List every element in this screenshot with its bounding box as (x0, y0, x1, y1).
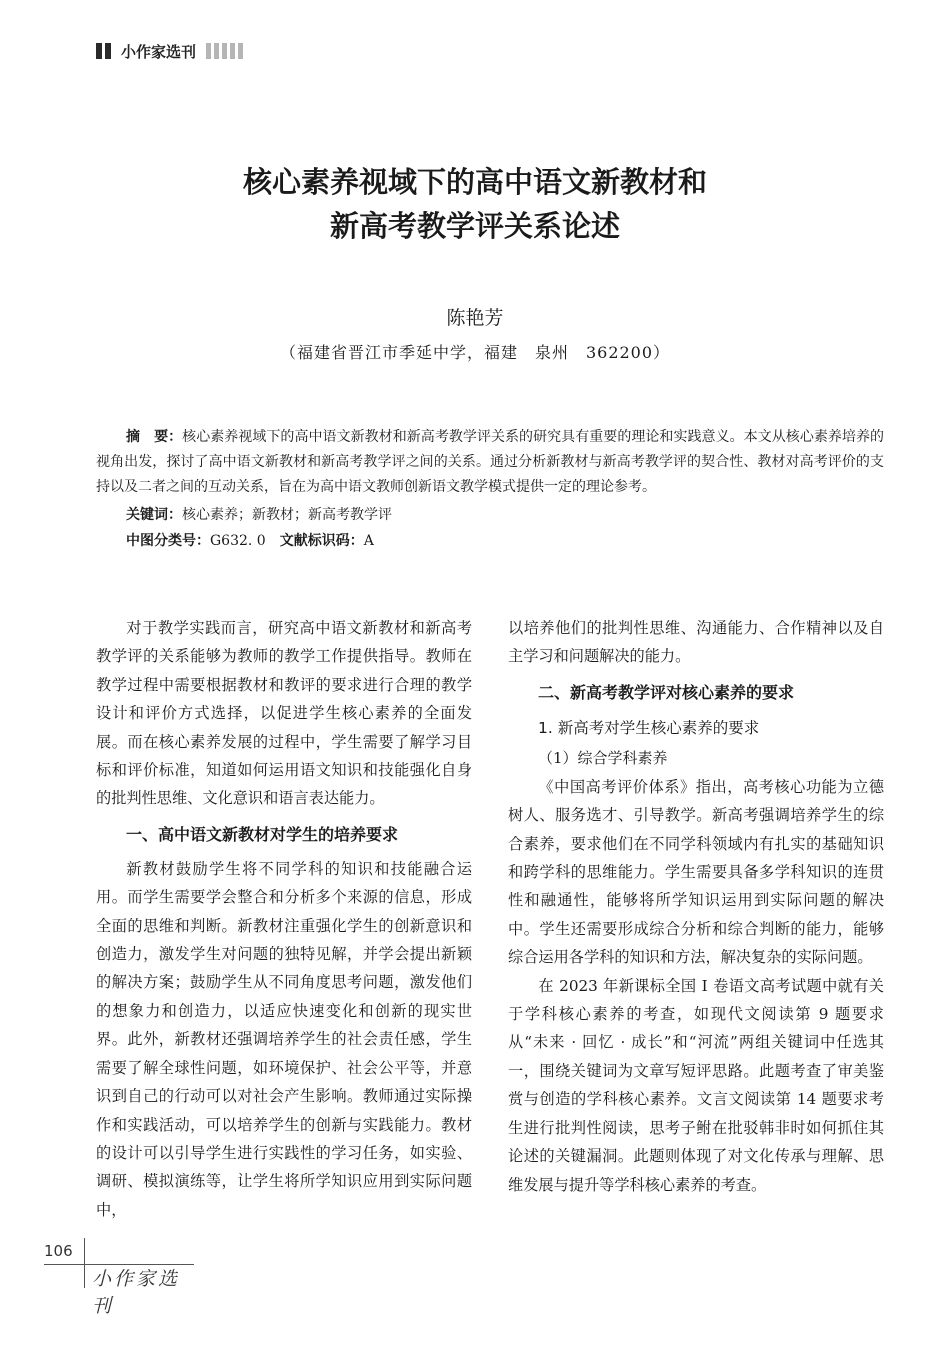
left-paragraph-2: 新教材鼓励学生将不同学科的知识和技能融合运用。而学生需要学会整合和分析多个来源的信息，形成全面的思维和判断。新教材注重强化学生的创新意识和创造力，激发学生对问题的独特见解，并学会提出新颖的解决方案；鼓励学生从不同角度思考问题，激发他们的想象力和创造力，以适应快速变化和创新的现实世界。此外，新教材还强调培养学生的社会责任感，学生需要了解全球性问题，如环境保护、社会公平等，并意识到自己的行动可以对社会产生影响。教师通过实际操作和实践活动，可以培养学生的创新与实践能力。教材的设计可以引导学生进行实践性的学习任务，如实验、调研、模拟演练等，让学生将所学知识应用到实际问题中， (96, 859, 472, 1219)
footer-divider-vertical (84, 1238, 85, 1288)
abstract-block (96, 425, 884, 554)
left-paragraph-1: 对于教学实践而言，研究高中语文新教材和新高考教学评的关系能够为教师的教学工作提供指导。教师在教学过程中需要根据教材和教评的要求进行合理的教学设计和评价方式选择，以促进学生核心素养的全面发展。而在核心素养发展的过程中，学生需要了解学习目标和评价标准，知道如何运用语文知识和技能强化自身的批判性思维、文化意识和语言表达能力。 (96, 619, 472, 808)
abstract-label: 摘 要： (126, 429, 183, 445)
author-affiliation: （福建省晋江市季延中学，福建 泉州 362200） (279, 343, 671, 362)
right-paragraph-2: 《中国高考评价体系》指出，高考核心功能为立德树人、服务选才、引导教学。新高考强调培养学生的综合素养，要求他们在不同学科领域内有扎实的基础知识和跨学科的思维能力。学生需要具备多学科知识的连贯性和融通性，能够将所学知识运用到实际问题的解决中。学生还需要形成综合分析和综合判断的能力，能够综合运用各学科的知识和方法，解决复杂的实际问题。 (508, 777, 884, 967)
right-column (508, 614, 884, 1199)
right-paragraph-3: 在 2023 年新课标全国 Ⅰ 卷语文高考试题中就有关于学科核心素养的考查，如现代文阅读第 9 题要求从“未来 · 回忆 · 成长”和“河流”两组关键词中任选其一，围绕关键词为文章写短评思路。此题考查了审美鉴赏与创造的学科核心素养。文言文阅读第 14 题要求考生进行批判性阅读，思考子鲋在批驳韩非时如何抓住其论述的关键漏洞。此题则体现了对文化传承与理解、思维发展与提升等学科核心素养的考查。 (508, 976, 884, 1194)
author-name: 陈艳芳 (446, 307, 504, 329)
section-heading-2: 二、新高考教学评对核心素养的要求 (538, 682, 795, 702)
article-title (0, 160, 950, 248)
subsubsection-heading-1: （1）综合学科素养 (538, 748, 668, 767)
keywords-line (126, 502, 884, 528)
section-heading-1: 一、高中语文新教材对学生的培养要求 (126, 824, 399, 844)
keywords-text: 核心素养；新教材；新高考教学评 (182, 507, 392, 523)
right-paragraph-continuation: 以培养他们的批判性思维、沟通能力、合作精神以及自主学习和问题解决的能力。 (508, 619, 884, 666)
journal-logo: 小作家选刊 (92, 1268, 181, 1317)
clc-label: 中图分类号： (126, 533, 210, 549)
classification-line (126, 528, 884, 554)
left-column (96, 614, 472, 1224)
doc-code-label: 文献标识码： (279, 533, 364, 549)
title-line-1: 核心素养视域下的高中语文新教材和 (242, 165, 707, 199)
page-footer (44, 1232, 194, 1317)
page-number: 106 (44, 1242, 73, 1260)
running-header (96, 40, 243, 62)
journal-name: 小作家选刊 (121, 42, 197, 61)
abstract-paragraph (96, 425, 884, 500)
subsection-heading-1: 1. 新高考对学生核心素养的要求 (538, 718, 760, 737)
abstract-text: 核心素养视域下的高中语文新教材和新高考教学评关系的研究具有重要的理论和实践意义。本文从核心素养培养的视角出发，探讨了高中语文新教材和新高考教学评之间的关系。通过分析新教材与新高考教学评的契合性、教材对高考评价的支持以及二者之间的互动关系，旨在为高中语文教师创新语文教学模式提供一定的理论参考。 (96, 429, 885, 495)
keywords-label: 关键词： (126, 507, 182, 523)
title-line-2: 新高考教学评关系论述 (329, 209, 620, 243)
clc-value: G632. 0 (210, 533, 266, 549)
header-bars-right (206, 43, 243, 59)
header-bars-left (96, 43, 111, 59)
doc-code-value: A (363, 533, 374, 549)
